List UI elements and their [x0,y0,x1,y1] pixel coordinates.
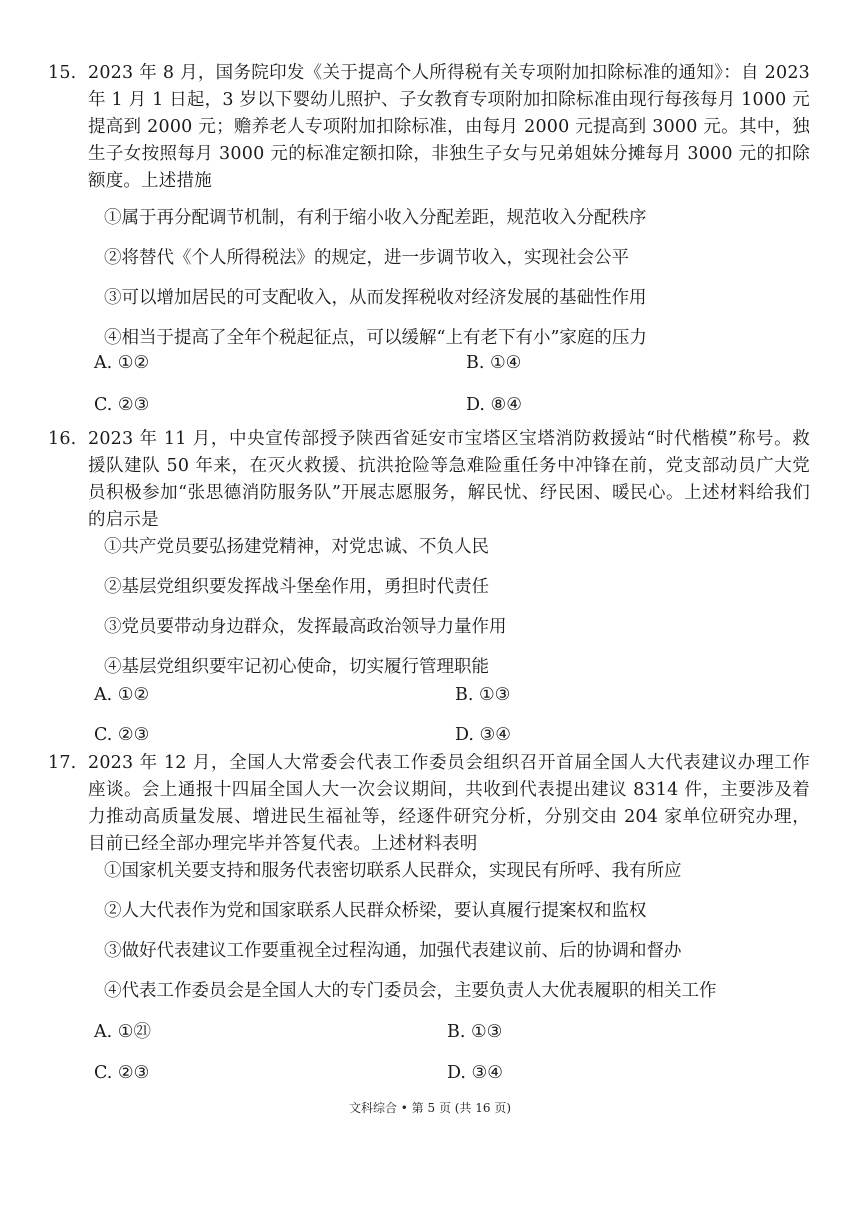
statement-4: ④相当于提高了全年个税起征点，可以缓解“上有老下有小”家庭的压力 [104,328,647,348]
question-number: 15. [48,63,77,83]
choice-b[interactable]: B. ①③ [447,1022,503,1042]
choice-d[interactable]: D. ③④ [447,1063,503,1083]
statement-1: ①属于再分配调节机制，有利于缩小收入分配差距，规范收入分配秩序 [104,208,647,228]
choice-b[interactable]: B. ①③ [455,685,511,705]
choice-d[interactable]: D. ③④ [455,725,511,745]
choice-b[interactable]: B. ①④ [466,353,522,373]
statement-1: ①国家机关要支持和服务代表密切联系人民群众，实现民有所呼、我有所应 [104,861,682,881]
choice-a[interactable]: A. ①② [94,353,150,373]
question-15 [0,60,860,352]
page-footer: 文科综合 • 第 5 页 (共 16 页) [348,1101,512,1115]
statement-2: ②将替代《个人所得税法》的规定，进一步调节收入，实现社会公平 [104,248,629,268]
statement-3: ③做好代表建议工作要重视全过程沟通，加强代表建议前、后的协调和督办 [104,941,682,961]
statement-4: ④基层党组织要牢记初心使命，切实履行管理职能 [104,657,489,677]
question-text: 2023 年 12 月，全国人大常委会代表工作委员会组织召开首届全国人大代表建议办理工作座谈。会上通报十四届全国人大一次会议期间，共收到代表提出建议 8314 件，主要涉及着力推动高质量发展、增进民生福祉等，经逐件研究分析，分别交由 204 家单位研究办理， 目前已经全部办理完毕并答复代表。上述材料表明 [88,753,810,854]
question-stem [0,750,810,858]
question-number: 17. [48,753,77,773]
statement-2: ②基层党组织要发挥战斗堡垒作用，勇担时代责任 [104,577,489,597]
choice-d[interactable]: D. ⑧④ [466,395,522,415]
question-text: 2023 年 8 月，国务院印发《关于提高个人所得税有关专项附加扣除标准的通知》：自 2023 年 1 月 1 日起，3 岁以下婴幼儿照护、子女教育专项附加扣除标准由现行每孩每月 1000 元提高到 2000 元；赡养老人专项附加扣除标准，由每月 2000 元提高到 3000 元。其中，独生子女按照每月 3000 元的标准定额扣除，非独生子女与兄弟姐妹分摊每月 3000 元的扣除额度。上述措施 [88,63,810,191]
statement-3: ③可以增加居民的可支配收入，从而发挥税收对经济发展的基础性作用 [104,288,647,308]
question-number: 16. [48,429,77,449]
choice-a[interactable]: A. ①② [94,685,150,705]
question-stem [0,60,810,195]
question-17 [0,750,860,1005]
choice-c[interactable]: C. ②③ [94,725,150,745]
question-stem [0,426,810,534]
statement-2: ②人大代表作为党和国家联系人民群众桥梁，要认真履行提案权和监权 [104,901,647,921]
choice-c[interactable]: C. ②③ [94,395,150,415]
choice-a[interactable]: A. ①㉑ [94,1022,151,1042]
question-text: 2023 年 11 月，中央宣传部授予陕西省延安市宝塔区宝塔消防救援站“时代楷模”称号。救援队建队 50 年来，在灭火救援、抗洪抢险等急难险重任务中冲锋在前，党支部动员广大党员积极参加“张思德消防服务队”开展志愿服务，解民忧、纾民困、暖民心。上述材料给我们的启示是 [88,429,810,530]
question-16 [0,426,860,681]
statement-1: ①共产党员要弘扬建党精神，对党忠诚、不负人民 [104,537,489,557]
choice-c[interactable]: C. ②③ [94,1063,150,1083]
statement-4: ④代表工作委员会是全国人大的专门委员会，主要负责人大优表履职的相关工作 [104,981,717,1001]
statement-3: ③党员要带动身边群众，发挥最高政治领导力量作用 [104,617,507,637]
